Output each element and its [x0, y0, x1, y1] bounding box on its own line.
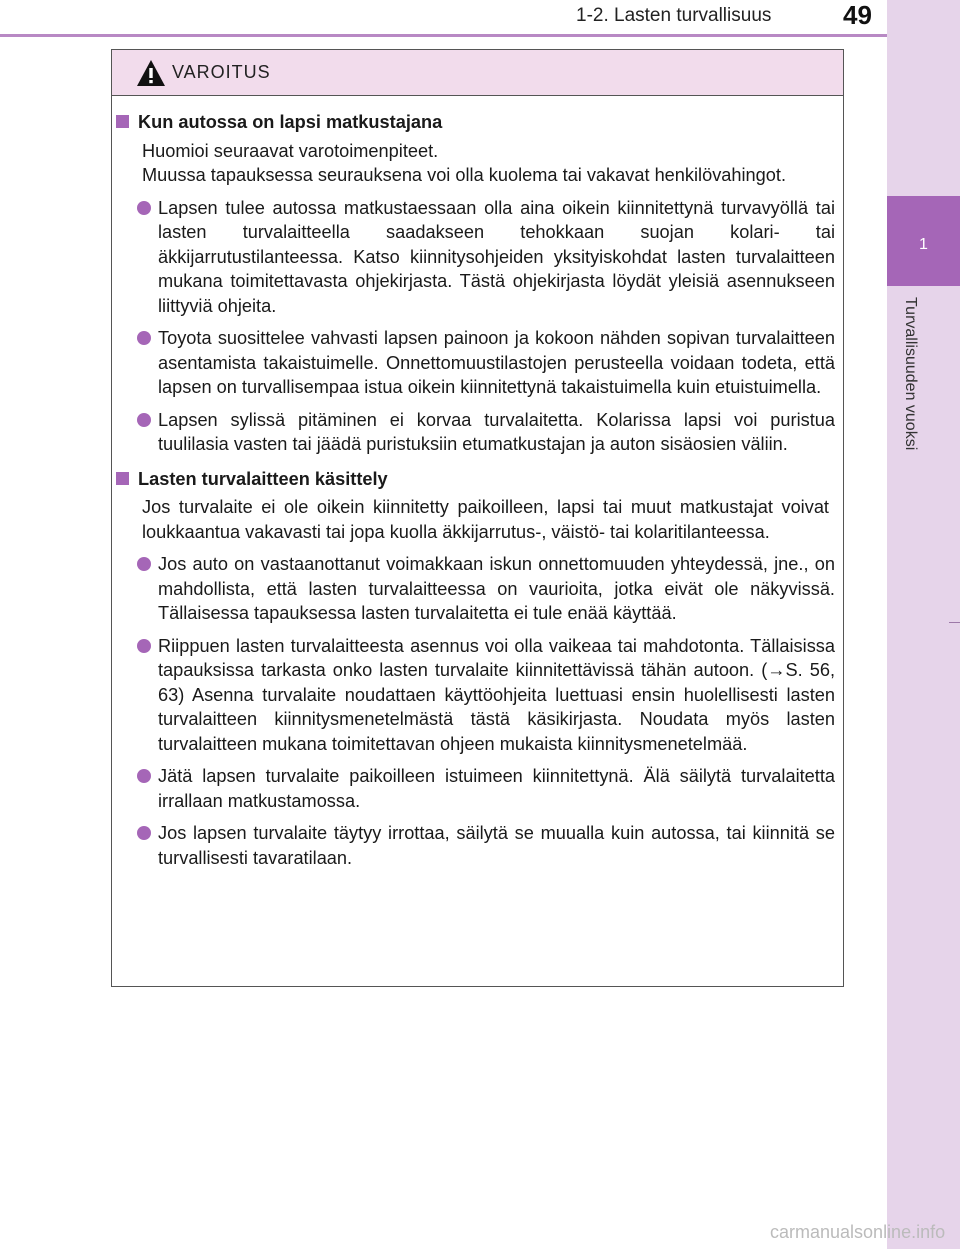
round-bullet-icon: [137, 201, 151, 215]
section-heading-text: Lasten turvalaitteen käsittely: [138, 468, 388, 489]
round-bullet-icon: [137, 413, 151, 427]
round-bullet-icon: [137, 331, 151, 345]
section-heading: [112, 110, 843, 135]
square-bullet-icon: [116, 115, 129, 128]
list-item-text: Lapsen sylissä pitäminen ei korvaa turvalaitetta. Kolarissa lapsi voi puristua tuulilasia vasten tai jäädä puristuksiin etumatkustajan ja auton sisäosien väliin.: [158, 409, 835, 454]
section-heading: [112, 467, 843, 492]
round-bullet-icon: [137, 639, 151, 653]
warning-header: [112, 50, 843, 96]
list-item: [158, 196, 835, 319]
section-intro: Huomioi seuraavat varotoimenpiteet.: [142, 140, 439, 161]
chapter-number: 1: [919, 236, 928, 253]
header-rule: [0, 34, 887, 37]
warning-content: [112, 110, 843, 870]
list-item: [158, 326, 835, 400]
list-item-text: Jos auto on vastaanottanut voimakkaan iskun onnettomuuden yhteydessä, jne., on mahdollista, että lasten turvalaitteessa on vaurioita, jotka eivät ole näkyvissä. Tällaisessa tapauksessa lasten turvalaitetta ei tule enää käyttää.: [158, 554, 835, 623]
chapter-tab[interactable]: [887, 196, 960, 286]
warning-title: VAROITUS: [172, 62, 271, 82]
list-item: [158, 821, 835, 870]
side-tick: [949, 622, 960, 623]
warning-triangle-icon: [136, 59, 166, 87]
section-intro: Muussa tapauksessa seurauksena voi olla kuolema tai vakavat henkilövahingot.: [142, 165, 787, 185]
section-title: 1-2. Lasten turvallisuus: [576, 5, 772, 26]
round-bullet-icon: [137, 557, 151, 571]
footer-watermark: carmanualsonline.info: [770, 1222, 946, 1242]
round-bullet-icon: [137, 826, 151, 840]
list-item-text: Riippuen lasten turvalaitteesta asennus voi olla vaikeaa tai mahdotonta. Tällaisissa tapauksissa tarkasta onko lasten turvalaite kiinnitettävissä tähän autoon. (→S. 56, 63) Asenna turvalaite noudattaen käyttöohjeita luettuasi ensin huolellisesti lasten turvalaitteen kiinnitysmenetelmästä tästä käsikirjasta. Noudata myös lasten turvalaitteen mukana toimitettavan ohjeen mukaista kiinnitysmenetelmää.: [158, 635, 835, 754]
list-item-text: Toyota suosittelee vahvasti lapsen painoon ja kokoon nähden sopivan turvalaitteen asentamista takaistuimelle. Onnettomuustilastojen perusteella voidaan todeta, että lapsen on turvallisempaa istua oikein kiinnitettynä takaistuimella kuin etuistuimella.: [158, 328, 835, 397]
side-strip: [887, 0, 960, 1249]
list-item: [158, 764, 835, 813]
list-item-text: Jätä lapsen turvalaite paikoilleen istuimeen kiinnitettynä. Älä säilytä turvalaitetta irrallaan matkustamossa.: [158, 766, 835, 811]
page-number: 49: [843, 0, 872, 30]
section-intro: Jos turvalaite ei ole oikein kiinnitetty paikoilleen, lapsi tai muut matkustajat voivat loukkaantua vakavasti tai jopa kuolla äkkijarrutus-, väistö- tai kolaritilanteessa.: [142, 497, 829, 542]
warning-box: [111, 49, 844, 987]
square-bullet-icon: [116, 472, 129, 485]
round-bullet-icon: [137, 769, 151, 783]
list-item: [158, 408, 835, 457]
list-item: [158, 552, 835, 626]
list-item-text: Jos lapsen turvalaite täytyy irrottaa, säilytä se muualla kuin autossa, tai kiinnitä se turvallisesti tavaratilaan.: [158, 823, 835, 868]
list-item-text: Lapsen tulee autossa matkustaessaan olla aina oikein kiinnitettynä turvavyöllä tai lasten turvalaitteella saadakseen tehokkaan suojan kolari- tai äkkijarrutustilanteessa. Katso kiinnitysohjeiden yksityiskohdat lasten turvalaitteen mukana toimitettavasta ohjekirjasta. Tästä ohjekirjasta löydät yleisiä asennukseen liittyviä ohjeita.: [158, 197, 835, 316]
section-heading-text: Kun autossa on lapsi matkustajana: [138, 112, 443, 132]
list-item: [158, 634, 835, 757]
chapter-label: Turvallisuuden vuoksi: [902, 297, 919, 451]
